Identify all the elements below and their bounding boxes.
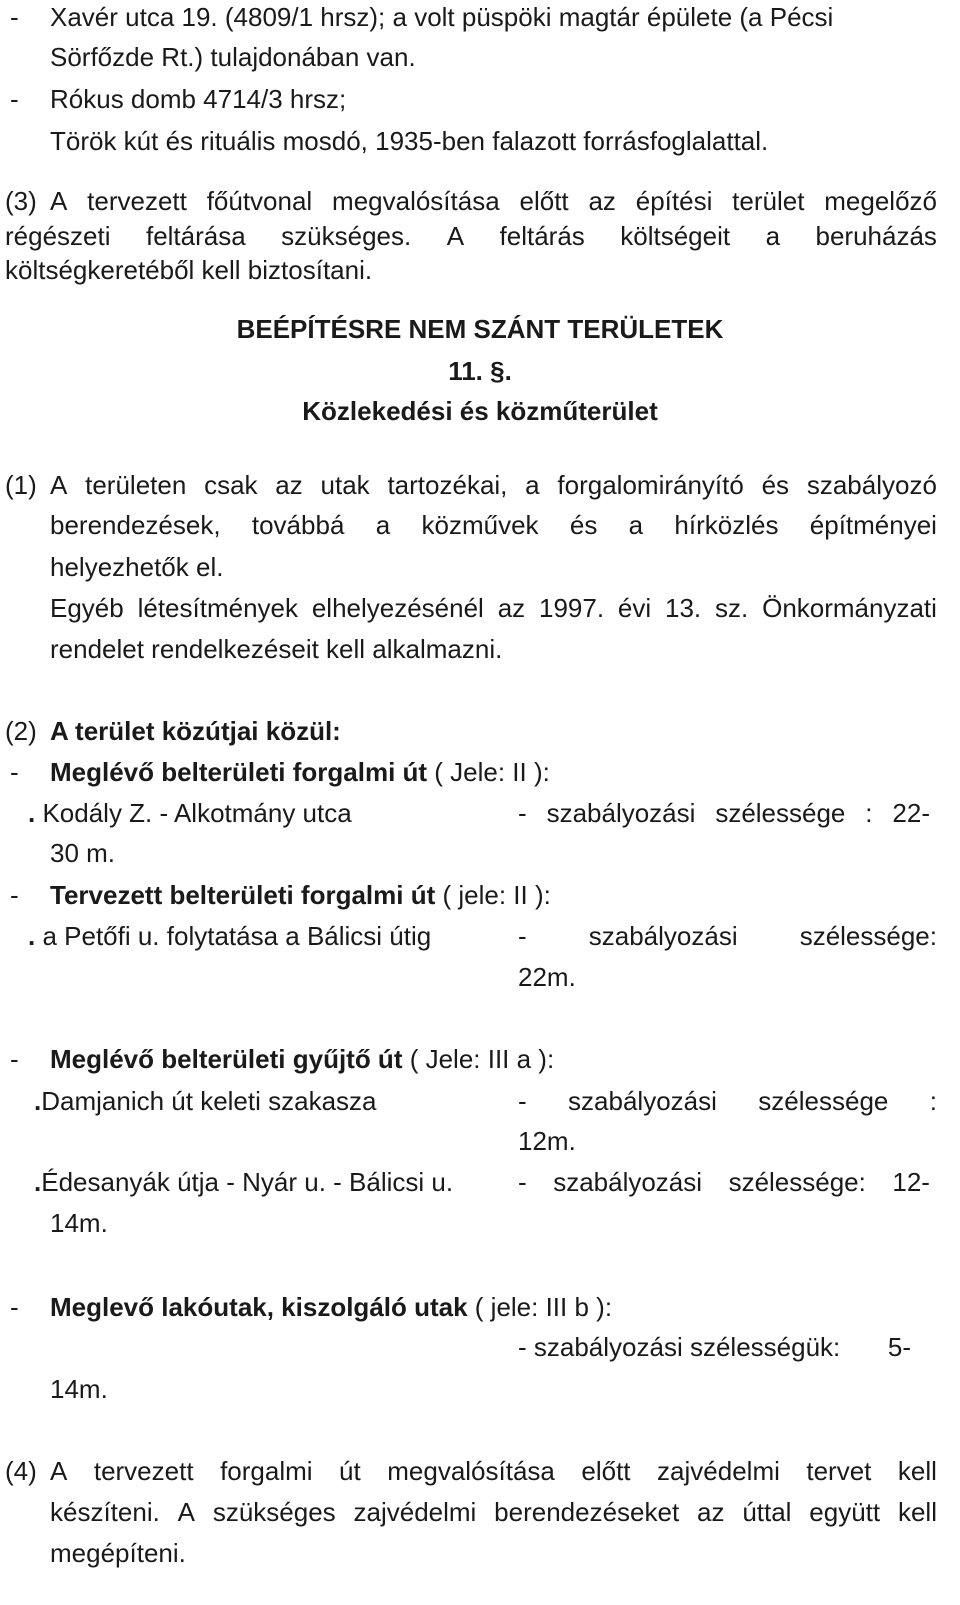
section-heading: BEÉPÍTÉSRE NEM SZÁNT TERÜLETEK — [236, 314, 724, 344]
list-item-rokus-cont: Török kút és rituális mosdó, 1935-ben falazott forrásfoglalattal. — [50, 126, 769, 156]
section-number: 11. §. — [448, 356, 512, 386]
section-title: Közlekedési és közműterület — [302, 396, 658, 426]
road-width: - szabályozási szélessége : — [518, 1086, 937, 1116]
paragraph-4-line: készíteni. A szükséges zajvédelmi berendezéseket az úttal együtt kell — [50, 1497, 937, 1527]
road-group-heading: Meglevő lakóutak, kiszolgáló utak ( jele: III b ): — [50, 1292, 613, 1322]
road-width-cont: 30 m. — [50, 838, 116, 868]
road-item: .Damjanich út keleti szakasza — [34, 1086, 377, 1116]
road-width-cont: 22m. — [518, 962, 576, 992]
road-width-cont: 12m. — [518, 1126, 576, 1156]
paragraph-number: (3) — [5, 186, 37, 216]
paragraph-number: (2) — [5, 716, 37, 746]
road-width: - szabályozási szélessége : 22- — [518, 798, 930, 828]
paragraph-1-line: berendezések, továbbá a közművek és a hírközlés építményei — [50, 510, 937, 540]
road-width-cont: 14m. — [50, 1374, 108, 1404]
paragraph-3-line: régészeti feltárása szükséges. A feltárás költségeit a beruházás — [5, 221, 937, 251]
paragraph-1-line: helyezhetők el. — [50, 552, 224, 582]
road-width: - szabályozási szélességük: 5- — [518, 1332, 911, 1362]
road-item: . Kodály Z. - Alkotmány utca — [28, 798, 352, 828]
paragraph-number: (4) — [5, 1456, 37, 1486]
road-item: .Édesanyák útja - Nyár u. - Bálicsi u. — [34, 1167, 454, 1197]
paragraph-number: (1) — [5, 470, 37, 500]
road-group-heading: Meglévő belterületi gyűjtő út ( Jele: III a ): — [50, 1044, 555, 1074]
road-group-dash: - — [10, 1292, 19, 1322]
list-item-xaver-cont: Sörfőzde Rt.) tulajdonában van. — [50, 42, 416, 72]
paragraph-3-line: költségkeretéből kell biztosítani. — [5, 255, 373, 285]
paragraph-1-line: A területen csak az utak tartozékai, a forgalomirányító és szabályozó — [50, 470, 937, 500]
road-group-heading: Meglévő belterületi forgalmi út ( Jele: II ): — [50, 757, 550, 787]
road-group-dash: - — [10, 757, 19, 787]
paragraph-3-line: A tervezett főútvonal megvalósítása előtt az építési terület megelőző — [50, 186, 937, 216]
paragraph-4-line: A tervezett forgalmi út megvalósítása előtt zajvédelmi tervet kell — [50, 1456, 937, 1486]
paragraph-4-line: megépíteni. — [50, 1538, 186, 1568]
paragraph-1-line: rendelet rendelkezéseit kell alkalmazni. — [50, 634, 503, 664]
paragraph-1-line: Egyéb létesítmények elhelyezésénél az 1997. évi 13. sz. Önkormányzati — [50, 593, 937, 623]
list-item-rokus: Rókus domb 4714/3 hrsz; — [50, 84, 347, 114]
road-item: . a Petőfi u. folytatása a Bálicsi útig — [28, 921, 432, 951]
road-width: - szabályozási szélessége: 12- — [518, 1167, 930, 1197]
road-group-heading: Tervezett belterületi forgalmi út ( jele: II ): — [50, 880, 551, 910]
road-width: - szabályozási szélessége: — [518, 921, 937, 951]
list-dash: - — [10, 84, 19, 114]
road-group-dash: - — [10, 1044, 19, 1074]
paragraph-2-title: A terület közútjai közül: — [50, 716, 341, 746]
list-dash: - — [10, 2, 19, 32]
list-item-xaver: Xavér utca 19. (4809/1 hrsz); a volt püspöki magtár épülete (a Pécsi — [50, 2, 834, 32]
road-group-dash: - — [10, 880, 19, 910]
road-width-cont: 14m. — [50, 1208, 108, 1238]
